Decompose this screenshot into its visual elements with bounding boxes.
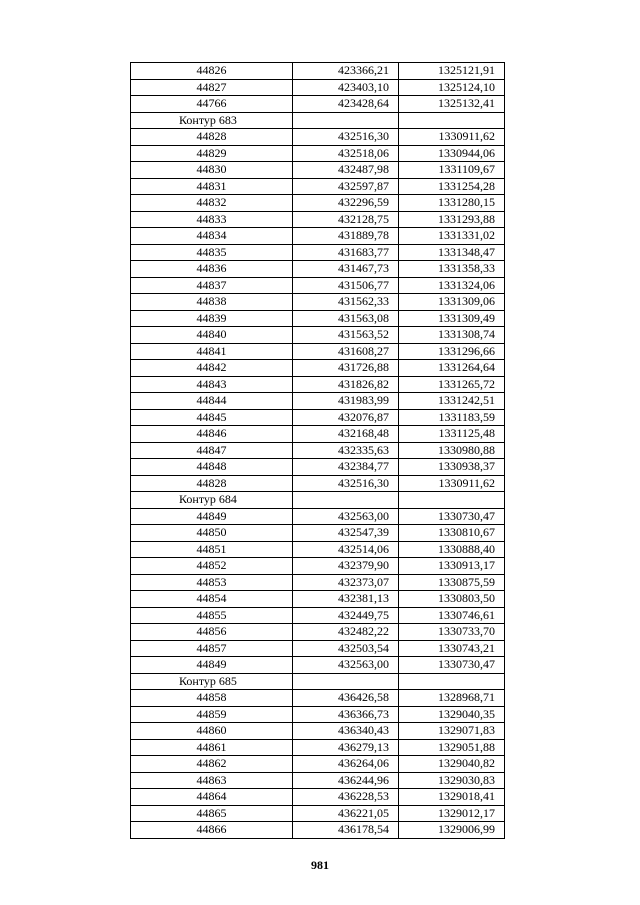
y-coordinate-cell: 1330730,47 — [399, 657, 505, 674]
point-number-cell: 44841 — [131, 343, 293, 360]
point-number-cell: 44864 — [131, 789, 293, 806]
y-coordinate-cell: 1331331,02 — [399, 228, 505, 245]
y-coordinate-cell: 1325124,10 — [399, 79, 505, 96]
x-coordinate-cell: 436178,54 — [293, 822, 399, 839]
table-row — [131, 426, 505, 443]
x-coordinate-cell: 436244,96 — [293, 772, 399, 789]
empty-cell — [293, 492, 399, 509]
x-coordinate-cell: 432518,06 — [293, 145, 399, 162]
point-number-cell: 44766 — [131, 96, 293, 113]
point-number-cell: 44849 — [131, 508, 293, 525]
y-coordinate-cell: 1330810,67 — [399, 525, 505, 542]
table-row — [131, 475, 505, 492]
y-coordinate-cell: 1331125,48 — [399, 426, 505, 443]
x-coordinate-cell: 431889,78 — [293, 228, 399, 245]
table-row — [131, 723, 505, 740]
point-number-cell: 44839 — [131, 310, 293, 327]
y-coordinate-cell: 1331309,06 — [399, 294, 505, 311]
x-coordinate-cell: 431467,73 — [293, 261, 399, 278]
x-coordinate-cell: 431562,33 — [293, 294, 399, 311]
y-coordinate-cell: 1330875,59 — [399, 574, 505, 591]
point-number-cell: 44845 — [131, 409, 293, 426]
point-number-cell: 44829 — [131, 145, 293, 162]
table-row — [131, 574, 505, 591]
empty-cell — [399, 112, 505, 129]
x-coordinate-cell: 436426,58 — [293, 690, 399, 707]
y-coordinate-cell: 1330733,70 — [399, 624, 505, 641]
table-row — [131, 789, 505, 806]
contour-label: Контур 683 — [131, 112, 293, 129]
table-row — [131, 525, 505, 542]
point-number-cell: 44849 — [131, 657, 293, 674]
table-row — [131, 409, 505, 426]
y-coordinate-cell: 1331109,67 — [399, 162, 505, 179]
point-number-cell: 44856 — [131, 624, 293, 641]
x-coordinate-cell: 432076,87 — [293, 409, 399, 426]
table-row — [131, 327, 505, 344]
x-coordinate-cell: 436366,73 — [293, 706, 399, 723]
x-coordinate-cell: 432597,87 — [293, 178, 399, 195]
x-coordinate-cell: 423366,21 — [293, 63, 399, 80]
y-coordinate-cell: 1329040,35 — [399, 706, 505, 723]
x-coordinate-cell: 436264,06 — [293, 756, 399, 773]
table-row — [131, 640, 505, 657]
x-coordinate-cell: 432487,98 — [293, 162, 399, 179]
x-coordinate-cell: 432547,39 — [293, 525, 399, 542]
x-coordinate-cell: 431826,82 — [293, 376, 399, 393]
x-coordinate-cell: 436279,13 — [293, 739, 399, 756]
x-coordinate-cell: 432563,00 — [293, 657, 399, 674]
point-number-cell: 44837 — [131, 277, 293, 294]
y-coordinate-cell: 1330746,61 — [399, 607, 505, 624]
x-coordinate-cell: 431563,52 — [293, 327, 399, 344]
table-row — [131, 657, 505, 674]
y-coordinate-cell: 1331264,64 — [399, 360, 505, 377]
y-coordinate-cell: 1330888,40 — [399, 541, 505, 558]
point-number-cell: 44850 — [131, 525, 293, 542]
y-coordinate-cell: 1331348,47 — [399, 244, 505, 261]
point-number-cell: 44830 — [131, 162, 293, 179]
table-row — [131, 244, 505, 261]
point-number-cell: 44859 — [131, 706, 293, 723]
table-row — [131, 79, 505, 96]
y-coordinate-cell: 1330730,47 — [399, 508, 505, 525]
y-coordinate-cell: 1331293,88 — [399, 211, 505, 228]
point-number-cell: 44851 — [131, 541, 293, 558]
empty-cell — [293, 112, 399, 129]
y-coordinate-cell: 1331280,15 — [399, 195, 505, 212]
point-number-cell: 44848 — [131, 459, 293, 476]
x-coordinate-cell: 432516,30 — [293, 475, 399, 492]
y-coordinate-cell: 1330743,21 — [399, 640, 505, 657]
y-coordinate-cell: 1328968,71 — [399, 690, 505, 707]
table-row — [131, 376, 505, 393]
x-coordinate-cell: 432379,90 — [293, 558, 399, 575]
x-coordinate-cell: 432563,00 — [293, 508, 399, 525]
point-number-cell: 44828 — [131, 129, 293, 146]
point-number-cell: 44840 — [131, 327, 293, 344]
table-row — [131, 822, 505, 839]
y-coordinate-cell: 1330944,06 — [399, 145, 505, 162]
y-coordinate-cell: 1330911,62 — [399, 475, 505, 492]
x-coordinate-cell: 432373,07 — [293, 574, 399, 591]
contour-header-row — [131, 673, 505, 690]
table-row — [131, 96, 505, 113]
point-number-cell: 44854 — [131, 591, 293, 608]
coordinates-table — [130, 62, 505, 839]
table-row — [131, 277, 505, 294]
point-number-cell: 44842 — [131, 360, 293, 377]
y-coordinate-cell: 1329030,83 — [399, 772, 505, 789]
point-number-cell: 44838 — [131, 294, 293, 311]
y-coordinate-cell: 1331265,72 — [399, 376, 505, 393]
point-number-cell: 44833 — [131, 211, 293, 228]
x-coordinate-cell: 432516,30 — [293, 129, 399, 146]
table-row — [131, 129, 505, 146]
x-coordinate-cell: 432482,22 — [293, 624, 399, 641]
x-coordinate-cell: 432335,63 — [293, 442, 399, 459]
table-row — [131, 294, 505, 311]
point-number-cell: 44826 — [131, 63, 293, 80]
point-number-cell: 44832 — [131, 195, 293, 212]
table-row — [131, 508, 505, 525]
table-row — [131, 756, 505, 773]
page-number: 981 — [311, 858, 329, 872]
x-coordinate-cell: 431608,27 — [293, 343, 399, 360]
y-coordinate-cell: 1329051,88 — [399, 739, 505, 756]
point-number-cell: 44831 — [131, 178, 293, 195]
table-row — [131, 772, 505, 789]
x-coordinate-cell: 432503,54 — [293, 640, 399, 657]
empty-cell — [399, 492, 505, 509]
y-coordinate-cell: 1331308,74 — [399, 327, 505, 344]
y-coordinate-cell: 1330913,17 — [399, 558, 505, 575]
y-coordinate-cell: 1329071,83 — [399, 723, 505, 740]
point-number-cell: 44843 — [131, 376, 293, 393]
point-number-cell: 44847 — [131, 442, 293, 459]
point-number-cell: 44846 — [131, 426, 293, 443]
y-coordinate-cell: 1329040,82 — [399, 756, 505, 773]
x-coordinate-cell: 436340,43 — [293, 723, 399, 740]
x-coordinate-cell: 431683,77 — [293, 244, 399, 261]
x-coordinate-cell: 432384,77 — [293, 459, 399, 476]
table-row — [131, 360, 505, 377]
table-row — [131, 459, 505, 476]
coordinates-table-body — [131, 63, 505, 839]
point-number-cell: 44865 — [131, 805, 293, 822]
y-coordinate-cell: 1330980,88 — [399, 442, 505, 459]
point-number-cell: 44861 — [131, 739, 293, 756]
table-row — [131, 739, 505, 756]
point-number-cell: 44866 — [131, 822, 293, 839]
table-row — [131, 607, 505, 624]
empty-cell — [293, 673, 399, 690]
table-row — [131, 541, 505, 558]
y-coordinate-cell: 1329012,17 — [399, 805, 505, 822]
x-coordinate-cell: 432381,13 — [293, 591, 399, 608]
point-number-cell: 44863 — [131, 772, 293, 789]
point-number-cell: 44836 — [131, 261, 293, 278]
point-number-cell: 44853 — [131, 574, 293, 591]
y-coordinate-cell: 1331358,33 — [399, 261, 505, 278]
point-number-cell: 44844 — [131, 393, 293, 410]
y-coordinate-cell: 1331254,28 — [399, 178, 505, 195]
table-row — [131, 393, 505, 410]
y-coordinate-cell: 1330803,50 — [399, 591, 505, 608]
table-row — [131, 228, 505, 245]
table-row — [131, 624, 505, 641]
x-coordinate-cell: 431563,08 — [293, 310, 399, 327]
x-coordinate-cell: 431726,88 — [293, 360, 399, 377]
point-number-cell: 44834 — [131, 228, 293, 245]
contour-label: Контур 684 — [131, 492, 293, 509]
x-coordinate-cell: 432296,59 — [293, 195, 399, 212]
point-number-cell: 44828 — [131, 475, 293, 492]
point-number-cell: 44862 — [131, 756, 293, 773]
x-coordinate-cell: 432168,48 — [293, 426, 399, 443]
table-row — [131, 442, 505, 459]
x-coordinate-cell: 423403,10 — [293, 79, 399, 96]
table-row — [131, 261, 505, 278]
x-coordinate-cell: 436228,53 — [293, 789, 399, 806]
contour-header-row — [131, 492, 505, 509]
point-number-cell: 44858 — [131, 690, 293, 707]
x-coordinate-cell: 431506,77 — [293, 277, 399, 294]
table-row — [131, 310, 505, 327]
point-number-cell: 44852 — [131, 558, 293, 575]
table-row — [131, 343, 505, 360]
point-number-cell: 44835 — [131, 244, 293, 261]
contour-header-row — [131, 112, 505, 129]
y-coordinate-cell: 1329018,41 — [399, 789, 505, 806]
table-row — [131, 591, 505, 608]
y-coordinate-cell: 1325121,91 — [399, 63, 505, 80]
y-coordinate-cell: 1330911,62 — [399, 129, 505, 146]
table-row — [131, 690, 505, 707]
y-coordinate-cell: 1330938,37 — [399, 459, 505, 476]
table-row — [131, 558, 505, 575]
table-row — [131, 162, 505, 179]
empty-cell — [399, 673, 505, 690]
contour-label: Контур 685 — [131, 673, 293, 690]
y-coordinate-cell: 1325132,41 — [399, 96, 505, 113]
y-coordinate-cell: 1331296,66 — [399, 343, 505, 360]
y-coordinate-cell: 1331309,49 — [399, 310, 505, 327]
table-row — [131, 805, 505, 822]
point-number-cell: 44855 — [131, 607, 293, 624]
table-row — [131, 195, 505, 212]
point-number-cell: 44857 — [131, 640, 293, 657]
y-coordinate-cell: 1331324,06 — [399, 277, 505, 294]
x-coordinate-cell: 431983,99 — [293, 393, 399, 410]
x-coordinate-cell: 432449,75 — [293, 607, 399, 624]
x-coordinate-cell: 432514,06 — [293, 541, 399, 558]
y-coordinate-cell: 1329006,99 — [399, 822, 505, 839]
table-row — [131, 63, 505, 80]
x-coordinate-cell: 423428,64 — [293, 96, 399, 113]
y-coordinate-cell: 1331183,59 — [399, 409, 505, 426]
table-row — [131, 145, 505, 162]
point-number-cell: 44827 — [131, 79, 293, 96]
point-number-cell: 44860 — [131, 723, 293, 740]
table-row — [131, 706, 505, 723]
x-coordinate-cell: 436221,05 — [293, 805, 399, 822]
table-row — [131, 211, 505, 228]
table-row — [131, 178, 505, 195]
y-coordinate-cell: 1331242,51 — [399, 393, 505, 410]
x-coordinate-cell: 432128,75 — [293, 211, 399, 228]
